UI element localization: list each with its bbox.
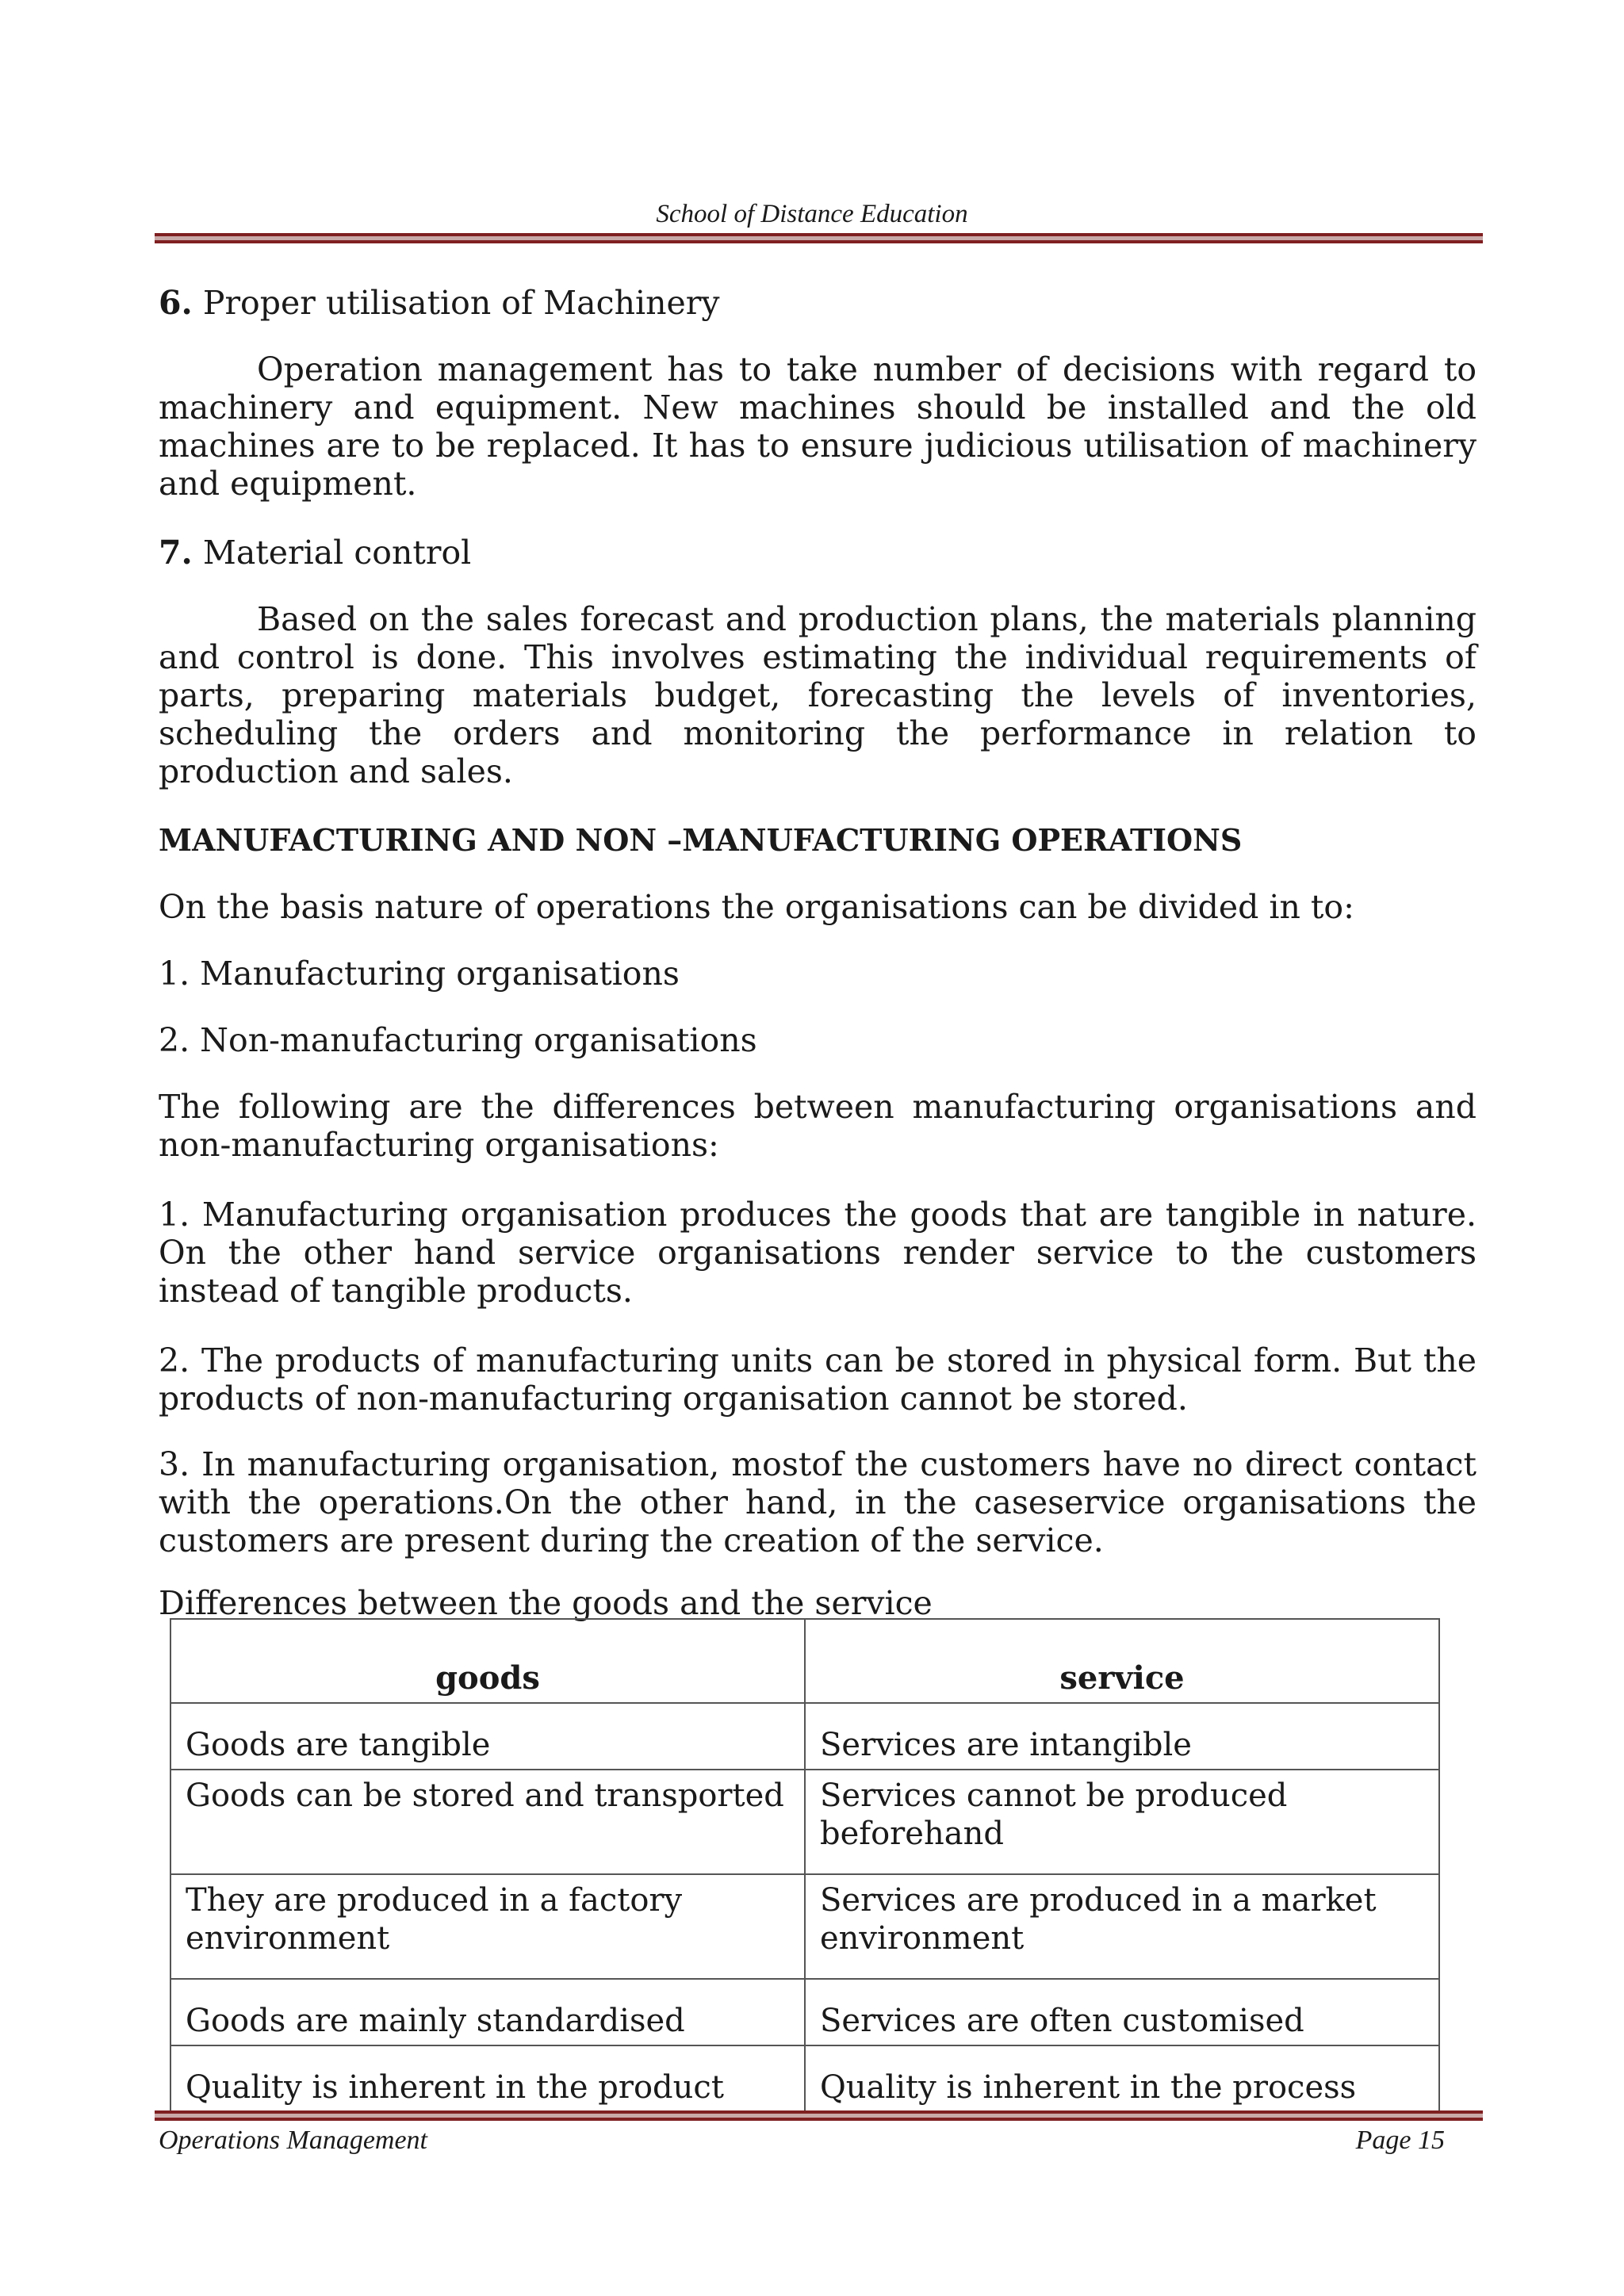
table-cell: Quality is inherent in the product (170, 2045, 805, 2112)
running-header: School of Distance Education (656, 200, 968, 228)
table-cell: Goods can be stored and transported (170, 1770, 805, 1874)
section-6-body: Operation management has to take number of decisions with regard to machinery and equipment. New machines should be installed and the old machines are to be replaced. It has to ensure judicious utilisation of machinery and equipment. (159, 350, 1477, 503)
type-item: 2. Non-manufacturing organisations (159, 1021, 757, 1059)
table-cell: They are produced in a factory environment (170, 1874, 805, 1979)
section-7-title-text: Material control (202, 534, 472, 572)
difference-item: 2. The products of manufacturing units can be stored in physical form. But the products of non-manufacturing organisation cannot be stored. (159, 1341, 1477, 1418)
table-cell: Goods are mainly standardised (170, 1979, 805, 2045)
column-header-goods: goods (170, 1619, 805, 1703)
table-row (170, 1979, 1439, 2045)
section-heading: MANUFACTURING AND NON –MANUFACTURING OPERATIONS (159, 822, 1243, 858)
footer-course-title: Operations Management (159, 2126, 428, 2155)
table-cell: Services cannot be produced beforehand (805, 1770, 1439, 1874)
section-7-number: 7. (159, 534, 193, 572)
table-cell: Services are produced in a market environment (805, 1874, 1439, 1979)
column-header-service: service (805, 1619, 1439, 1703)
difference-item: 3. In manufacturing organisation, mostof the customers have no direct contact with the operations.On the other hand, in the caseservice organisations the customers are present during the creation of the service. (159, 1445, 1477, 1559)
section-6-title (159, 284, 1477, 322)
table-header-row (170, 1619, 1439, 1703)
differences-intro: The following are the differences between manufacturing organisations and non-manufacturing organisations: (159, 1088, 1477, 1164)
table-row (170, 1703, 1439, 1770)
page-number: Page 15 (1355, 2126, 1445, 2155)
goods-service-table (170, 1618, 1440, 2113)
table-cell: Goods are tangible (170, 1703, 805, 1770)
section-7-body: Based on the sales forecast and production plans, the materials planning and control is done. This involves estimating the individual requirements of parts, preparing materials budget, forecasting the levels of inventories, scheduling the orders and monitoring the performance in relation to production and sales. (159, 600, 1477, 790)
header-rule (155, 233, 1483, 243)
footer-rule (155, 2110, 1483, 2121)
section-7-title (159, 534, 1477, 572)
difference-item: 1. Manufacturing organisation produces the goods that are tangible in nature. On the other hand service organisations render service to the customers instead of tangible products. (159, 1196, 1477, 1310)
section-6-number: 6. (159, 284, 193, 322)
table-row (170, 2045, 1439, 2112)
section-6-title-text: Proper utilisation of Machinery (202, 284, 720, 322)
table-cell: Services are intangible (805, 1703, 1439, 1770)
table-caption: Differences between the goods and the service (159, 1584, 933, 1622)
type-item: 1. Manufacturing organisations (159, 955, 680, 993)
table-cell: Services are often customised (805, 1979, 1439, 2045)
intro-paragraph: On the basis nature of operations the organisations can be divided in to: (159, 888, 1354, 926)
table-cell: Quality is inherent in the process (805, 2045, 1439, 2112)
table-row (170, 1770, 1439, 1874)
table-row (170, 1874, 1439, 1979)
